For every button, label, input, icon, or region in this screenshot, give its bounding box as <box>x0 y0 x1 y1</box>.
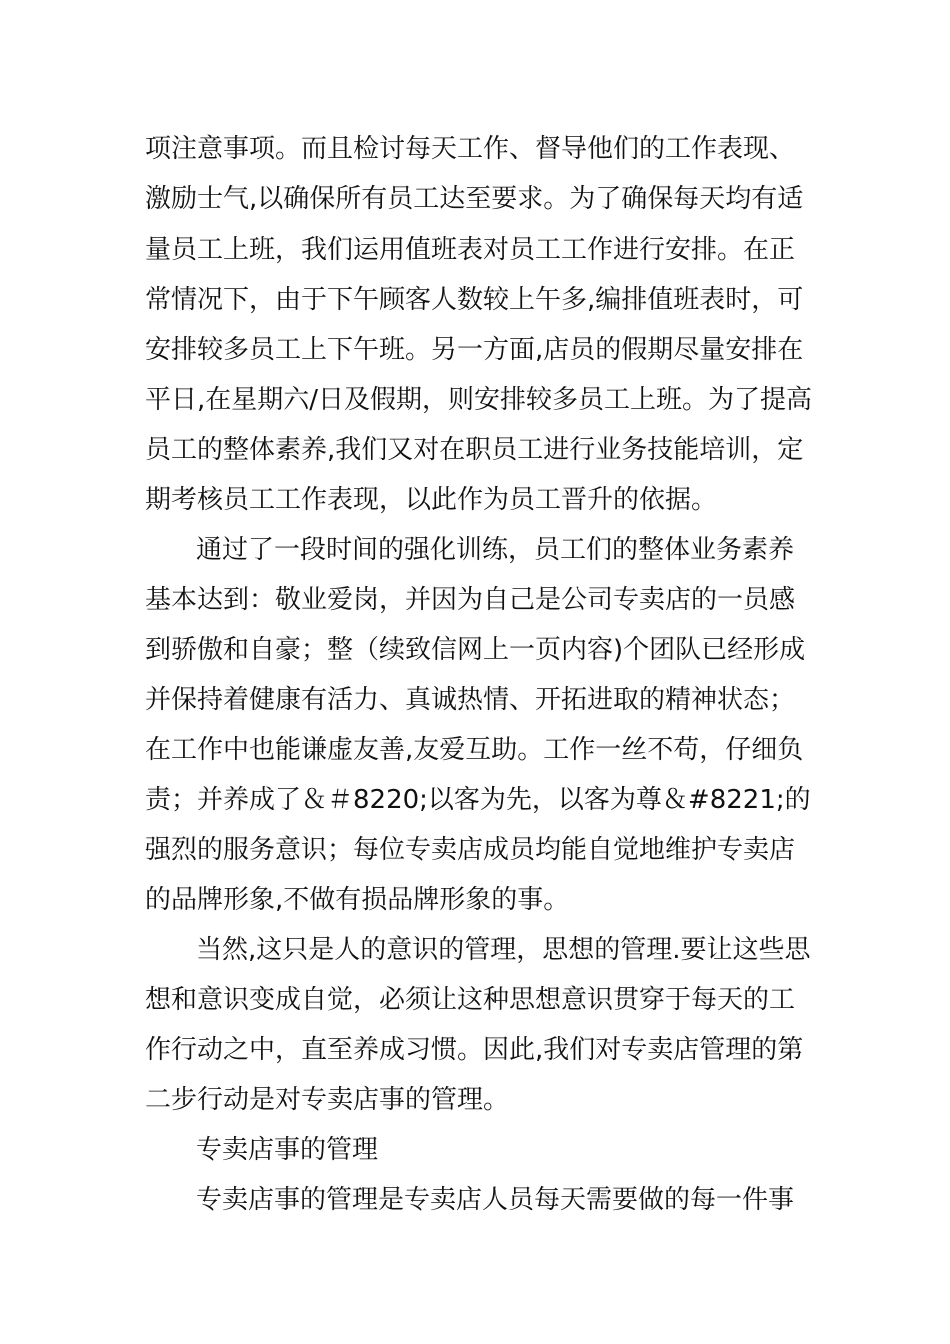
text-line: 基本达到：敬业爱岗，并因为自己是公司专卖店的一员感 <box>145 585 796 615</box>
text-line: 想和意识变成自觉，必须让这种思想意识贯穿于每天的工 <box>145 985 796 1015</box>
text-line: 二步行动是对专卖店事的管理。 <box>145 1085 510 1115</box>
text-line: 常情况下，由于下午顾客人数较上午多,编排值班表时，可 <box>145 285 804 315</box>
text-line: 激励士气,以确保所有员工达至要求。为了确保每天均有适 <box>145 184 804 214</box>
text-line: 作行动之中，直至养成习惯。因此,我们对专卖店管理的第 <box>145 1035 804 1065</box>
text-line: 强烈的服务意识；每位专卖店成员均能自觉地维护专卖店 <box>145 835 796 865</box>
text-line: 到骄傲和自豪；整（续致信网上一页内容)个团队已经形成 <box>145 635 806 665</box>
text-line: 员工的整体素养,我们又对在职员工进行业务技能培训，定 <box>145 435 804 465</box>
text-line: 在工作中也能谦虚友善,友爱互助。工作一丝不苟，仔细负 <box>145 735 804 765</box>
text-line: 责；并养成了＆＃8220;以客为先，以客为尊＆#8221;的 <box>145 785 811 815</box>
text-line: 项注意事项。而且检讨每天工作、督导他们的工作表现、 <box>145 134 796 164</box>
text-line: 安排较多员工上下午班。另一方面,店员的假期尽量安排在 <box>145 335 804 365</box>
text-line: 的品牌形象,不做有损品牌形象的事。 <box>145 885 570 915</box>
text-line: 并保持着健康有活力、真诚热情、开拓进取的精神状态； <box>145 685 796 715</box>
text-line: 量员工上班，我们运用值班表对员工工作进行安排。在正 <box>145 235 796 265</box>
paragraph-first-line: 当然,这只是人的意识的管理，思想的管理.要让这些思 <box>196 935 811 965</box>
text-line: 期考核员工工作表现，以此作为员工晋升的依据。 <box>145 485 718 515</box>
text-line: 平日,在星期六/日及假期，则安排较多员工上班。为了提高 <box>145 385 813 415</box>
section-heading: 专卖店事的管理 <box>196 1135 379 1165</box>
paragraph-first-line: 专卖店事的管理是专卖店人员每天需要做的每一件事 <box>196 1185 795 1215</box>
paragraph-first-line: 通过了一段时间的强化训练，员工们的整体业务素养 <box>196 535 795 565</box>
